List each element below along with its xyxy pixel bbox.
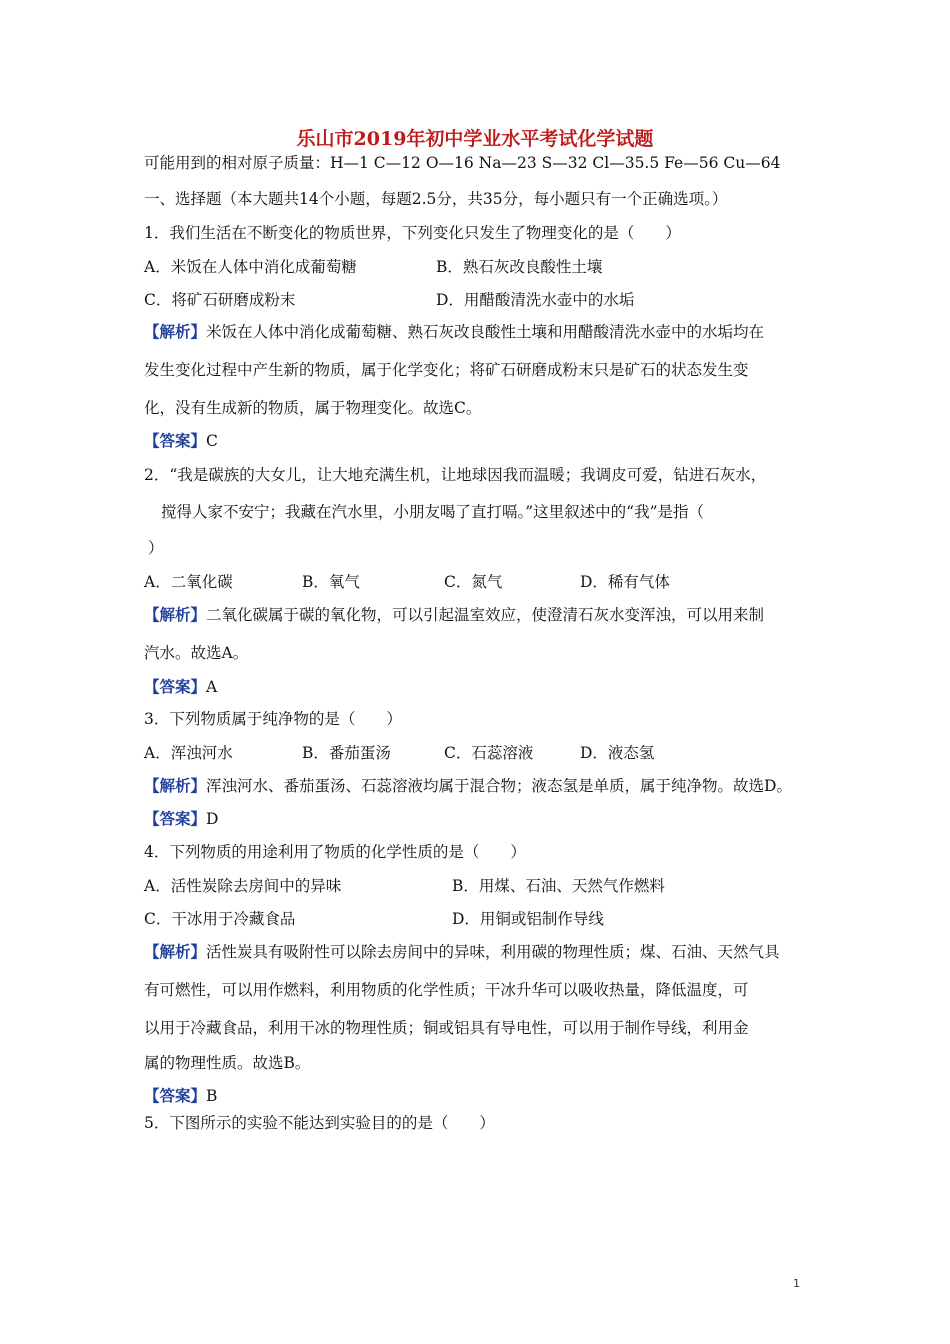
analysis-label: 【解析】 — [144, 942, 207, 961]
question-2-stem-line-3: ） — [148, 539, 164, 557]
question-3-option-d: D．液态氢 — [580, 744, 655, 762]
question-3-option-b: B．番茄蛋汤 — [302, 744, 391, 762]
answer-label: 【答案】 — [144, 809, 207, 828]
question-3-option-a: A．浑浊河水 — [144, 744, 233, 762]
question-2-option-d: D．稀有气体 — [580, 573, 670, 591]
question-4-option-a: A．活性炭除去房间中的异味 — [144, 877, 342, 895]
question-2-stem-line-2: 搅得人家不安宁；我藏在汽水里，小朋友喝了直打嗝。”这里叙述中的“我”是指（ — [161, 503, 705, 521]
question-4-option-b: B．用煤、石油、天然气作燃料 — [452, 877, 665, 895]
question-4-stem: 4．下列物质的用途利用了物质的化学性质的是（ ） — [144, 843, 526, 861]
question-4-analysis-line-4: 属的物理性质。故选B。 — [144, 1054, 311, 1072]
answer-label: 【答案】 — [144, 1086, 207, 1105]
question-1-stem: 1．我们生活在不断变化的物质世界，下列变化只发生了物理变化的是（ ） — [144, 224, 681, 242]
question-4-analysis-line-3: 以用于冷藏食品，利用干冰的物理性质；铜或铝具有导电性，可以用于制作导线，利用金 — [144, 1019, 749, 1037]
analysis-label: 【解析】 — [144, 776, 207, 795]
page-title: 乐山市2019年初中学业水平考试化学试题 — [296, 128, 654, 150]
answer-label: 【答案】 — [144, 431, 207, 450]
analysis-label: 【解析】 — [144, 605, 207, 624]
question-2-answer: 【答案】A — [144, 677, 218, 696]
question-5-stem: 5．下图所示的实验不能达到实验目的的是（ ） — [144, 1114, 495, 1132]
question-1-answer: 【答案】C — [144, 431, 218, 450]
section-heading: 一、选择题（本大题共14个小题，每题2.5分，共35分，每小题只有一个正确选项。） — [144, 190, 728, 208]
question-2-stem-line-1: 2．“我是碳族的大女儿，让大地充满生机，让地球因我而温暖；我调皮可爱，钻进石灰水， — [144, 466, 767, 484]
question-4-answer: 【答案】B — [144, 1086, 218, 1105]
question-4-option-c: C．干冰用于冷藏食品 — [144, 910, 296, 928]
question-2-analysis-line-1: 【解析】二氧化碳属于碳的氧化物，可以引起温室效应，使澄清石灰水变浑浊，可以用来制 — [144, 605, 765, 624]
answer-label: 【答案】 — [144, 677, 207, 696]
atomic-masses-line: 可能用到的相对原子质量：H—1 C—12 O—16 Na—23 S—32 Cl—35.5 Fe—56 Cu—64 — [144, 154, 781, 172]
question-1-analysis-line-3: 化，没有生成新的物质，属于物理变化。故选C。 — [144, 399, 482, 417]
question-1-option-d: D．用醋酸清洗水壶中的水垢 — [436, 291, 635, 309]
question-2-analysis-line-2: 汽水。故选A。 — [144, 644, 249, 662]
question-1-analysis-line-1: 【解析】米饭在人体中消化成葡萄糖、熟石灰改良酸性土壤和用醋酸清洗水壶中的水垢均在 — [144, 322, 765, 341]
question-3-option-c: C．石蕊溶液 — [444, 744, 534, 762]
page-number: 1 — [793, 1277, 800, 1290]
question-1-analysis-line-2: 发生变化过程中产生新的物质，属于化学变化；将矿石研磨成粉末只是矿石的状态发生变 — [144, 361, 749, 379]
question-2-option-c: C．氮气 — [444, 573, 503, 591]
question-3-answer: 【答案】D — [144, 809, 219, 828]
question-4-option-d: D．用铜或铝制作导线 — [452, 910, 604, 928]
analysis-label: 【解析】 — [144, 322, 207, 341]
question-1-option-a: A．米饭在人体中消化成葡萄糖 — [144, 258, 357, 276]
question-2-option-b: B．氧气 — [302, 573, 360, 591]
question-3-stem: 3．下列物质属于纯净物的是（ ） — [144, 710, 402, 728]
question-4-analysis-line-2: 有可燃性，可以用作燃料，利用物质的化学性质；干冰升华可以吸收热量，降低温度，可 — [144, 981, 749, 999]
question-1-option-c: C．将矿石研磨成粉末 — [144, 291, 296, 309]
question-3-analysis-line-1: 【解析】浑浊河水、番茄蛋汤、石蕊溶液均属于混合物；液态氢是单质，属于纯净物。故选D。 — [144, 776, 792, 795]
question-1-option-b: B．熟石灰改良酸性土壤 — [436, 258, 603, 276]
question-2-option-a: A．二氧化碳 — [144, 573, 233, 591]
question-4-analysis-line-1: 【解析】活性炭具有吸附性可以除去房间中的异味，利用碳的物理性质；煤、石油、天然气具 — [144, 942, 780, 961]
